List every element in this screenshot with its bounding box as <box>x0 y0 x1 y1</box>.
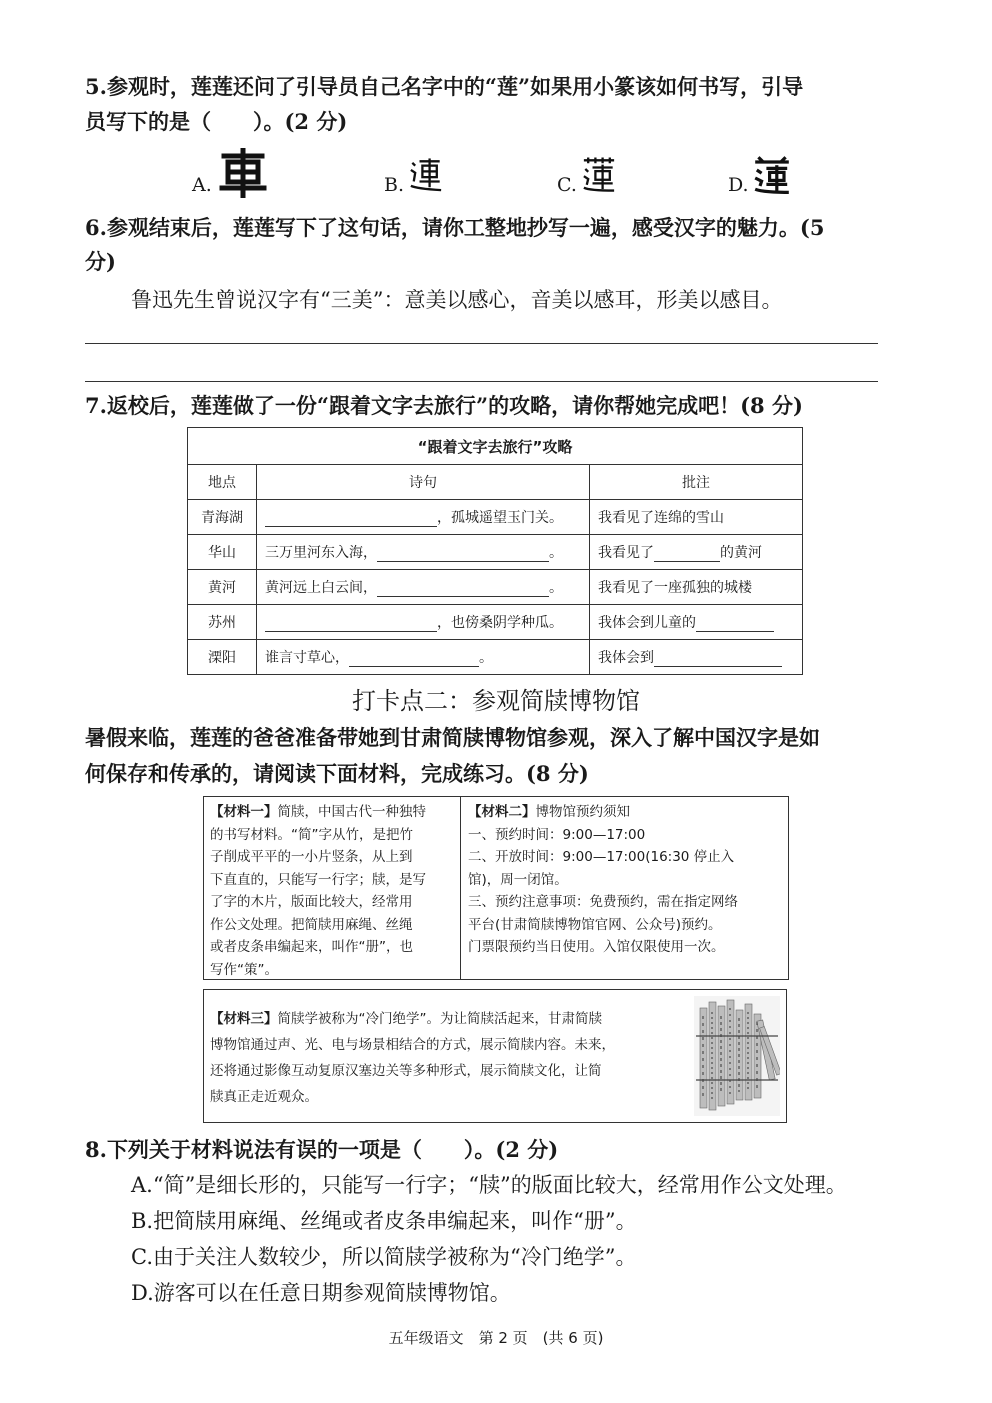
option-b-label: B. <box>384 174 405 196</box>
question-6-line2-wrap <box>85 245 116 279</box>
place-cell: 苏州 <box>188 605 257 640</box>
poem-text: ，孤城遥望玉门关。 <box>437 510 563 526</box>
option-d[interactable] <box>728 148 818 200</box>
answer-blank[interactable] <box>377 545 549 562</box>
material-2-line: 二、开放时间：9:00—17:00(16:30 停止入 <box>468 849 735 865</box>
place-cell: 溧阳 <box>188 640 257 675</box>
material-1-tag: 【材料一】 <box>210 804 278 820</box>
material-1-line: 简牍，中国古代一种独特 <box>277 804 426 820</box>
option-c[interactable] <box>557 148 647 200</box>
question-5-line2-wrap <box>85 105 347 139</box>
question-5-line1: 参观时，莲莲还问了引导员自己名字中的“莲”如果用小篆该如何书写，引导 <box>106 74 804 99</box>
question-7 <box>85 389 803 423</box>
poem-cell <box>257 535 590 570</box>
note-cell <box>590 570 803 605</box>
poem-text: 。 <box>549 545 563 561</box>
question-8-number: 8. <box>85 1137 107 1162</box>
material-1-line: 了字的木片，版面比较大，经常用 <box>210 894 413 910</box>
question-5 <box>85 70 803 104</box>
material-2-line: 博物馆预约须知 <box>535 804 630 820</box>
header-note: 批注 <box>590 465 803 500</box>
question-5-line2: 员写下的是（ ）。(2 分) <box>85 109 348 134</box>
material-3-tag: 【材料三】 <box>210 1011 278 1027</box>
material-2-tag: 【材料二】 <box>468 804 536 820</box>
question-5-options <box>0 148 992 200</box>
header-poem: 诗句 <box>257 465 590 500</box>
question-8 <box>85 1133 558 1167</box>
note-text: 的黄河 <box>720 545 762 561</box>
poem-text: 谁言寸草心， <box>265 650 349 666</box>
answer-blank[interactable] <box>696 615 774 632</box>
note-cell <box>590 535 803 570</box>
question-8-text: 下列关于材料说法有误的一项是（ ）。(2 分) <box>106 1137 559 1162</box>
question-5-number: 5. <box>85 74 107 99</box>
question-7-number: 7. <box>85 393 107 418</box>
material-3-line: 简牍学被称为“冷门绝学”。为让简牍活起来，甘肃简牍 <box>277 1011 602 1027</box>
material-2-line: 门票限预约当日使用。入馆仅限使用一次。 <box>468 939 725 955</box>
material-3-box <box>203 989 787 1123</box>
seal-glyph-b-image <box>408 152 444 198</box>
note-cell <box>590 605 803 640</box>
poem-text: ，也傍桑阴学种瓜。 <box>437 615 563 631</box>
answer-blank[interactable] <box>265 510 437 527</box>
materials-1-2-box <box>203 796 789 980</box>
section-intro-line2 <box>85 757 589 791</box>
option-a-label: A. <box>192 174 212 196</box>
option-b[interactable] <box>384 148 474 200</box>
note-text: 我体会到 <box>598 650 654 666</box>
section-intro-text-2: 何保存和传承的，请阅读下面材料，完成练习。(8 分) <box>85 761 589 786</box>
poem-cell <box>257 605 590 640</box>
note-cell <box>590 640 803 675</box>
travel-guide-table <box>187 427 803 675</box>
note-cell <box>590 500 803 535</box>
section-title: 打卡点二：参观简牍博物馆 <box>352 687 640 715</box>
poem-text: 黄河远上白云间， <box>265 580 377 596</box>
place-cell: 青海湖 <box>188 500 257 535</box>
material-3-line: 博物馆通过声、光、电与场景相结合的方式，展示简牍内容。未来， <box>210 1037 615 1053</box>
question-6 <box>85 211 824 245</box>
question-6-line1: 参观结束后，莲莲写下了这句话，请你工整地抄写一遍，感受汉字的魅力。(5 <box>106 215 825 240</box>
material-1-line: 写作“策”。 <box>210 961 278 978</box>
question-7-text: 返校后，莲莲做了一份“跟着文字去旅行”的攻略，请你帮她完成吧！(8 分) <box>106 393 803 418</box>
choice-d[interactable]: D.游客可以在任意日期参观简牍博物馆。 <box>131 1281 511 1305</box>
material-2-line: 馆)，周一闭馆。 <box>468 871 568 888</box>
seal-glyph-d-image <box>752 150 792 198</box>
place-cell: 黄河 <box>188 570 257 605</box>
note-text: 我看见了一座孤独的城楼 <box>598 580 752 596</box>
answer-blank[interactable] <box>377 580 549 597</box>
material-2-line: 三、预约注意事项：免费预约，需在指定网络 <box>468 894 738 910</box>
question-6-line2: 分) <box>85 249 116 274</box>
table-row <box>188 640 803 675</box>
material-3 <box>210 1006 690 1110</box>
table-row <box>188 605 803 640</box>
answer-blank[interactable] <box>265 615 437 632</box>
section-intro-text-1: 暑假来临，莲莲的爸爸准备带她到甘肃简牍博物馆参观，深入了解中国汉字是如 <box>85 725 820 750</box>
poem-cell <box>257 640 590 675</box>
writing-line-1[interactable] <box>85 343 878 344</box>
material-3-line: 牍真正走近观众。 <box>210 1089 318 1105</box>
option-a[interactable] <box>192 148 282 200</box>
note-text: 我看见了连绵的雪山 <box>598 510 724 526</box>
choice-c[interactable]: C.由于关注人数较少，所以简牍学被称为“冷门绝学”。 <box>131 1245 637 1269</box>
answer-blank[interactable] <box>654 650 782 667</box>
answer-blank[interactable] <box>654 545 720 562</box>
poem-text: 三万里河东入海， <box>265 545 377 561</box>
note-text: 我体会到儿童的 <box>598 615 696 631</box>
option-d-label: D. <box>728 174 749 196</box>
poem-text: 。 <box>479 650 493 666</box>
table-row <box>188 570 803 605</box>
poem-text: 。 <box>549 580 563 596</box>
table-row <box>188 500 803 535</box>
material-2 <box>468 801 786 959</box>
poem-cell <box>257 570 590 605</box>
choice-b[interactable]: B.把简牍用麻绳、丝绳或者皮条串编起来，叫作“册”。 <box>131 1209 637 1233</box>
material-2-line: 一、预约时间：9:00—17:00 <box>468 826 646 843</box>
table-row <box>188 535 803 570</box>
material-2-line: 平台(甘肃简牍博物馆官网、公众号)预约。 <box>468 916 722 933</box>
material-1-line: 的书写材料。“简”字从竹，是把竹 <box>210 826 413 843</box>
bamboo-slips-image <box>694 996 780 1116</box>
writing-line-2[interactable] <box>85 381 878 382</box>
poem-cell <box>257 500 590 535</box>
page-footer: 五年级语文 第 2 页 (共 6 页) <box>388 1329 604 1347</box>
material-1-line: 作公文处理。把简牍用麻绳、丝绳 <box>210 916 413 933</box>
question-6-number: 6. <box>85 215 107 240</box>
material-1-line: 子削成平平的一小片竖条，从上到 <box>210 849 413 865</box>
material-3-line: 还将通过影像互动复原汉塞边关等多种形式，展示简牍文化，让简 <box>210 1063 602 1079</box>
choice-a[interactable]: A.“简”是细长形的，只能写一行字；“牍”的版面比较大，经常用作公文处理。 <box>131 1173 847 1197</box>
copy-sentence: 鲁迅先生曾说汉字有“三美”：意美以感心，音美以感耳，形美以感目。 <box>131 288 783 312</box>
material-1-line: 下直直的，只能写一行字；牍，是写 <box>210 871 426 888</box>
seal-glyph-a-image <box>218 148 268 198</box>
answer-blank[interactable] <box>349 650 479 667</box>
material-1-line: 或者皮条串编起来，叫作“册”，也 <box>210 939 413 955</box>
table-title: “跟着文字去旅行”攻略 <box>188 428 803 465</box>
header-place: 地点 <box>188 465 257 500</box>
option-c-label: C. <box>557 174 577 196</box>
note-text: 我看见了 <box>598 545 654 561</box>
material-1 <box>210 801 458 981</box>
seal-glyph-c-image <box>581 150 617 198</box>
materials-divider <box>460 797 461 979</box>
place-cell: 华山 <box>188 535 257 570</box>
section-intro-line1 <box>85 721 820 755</box>
